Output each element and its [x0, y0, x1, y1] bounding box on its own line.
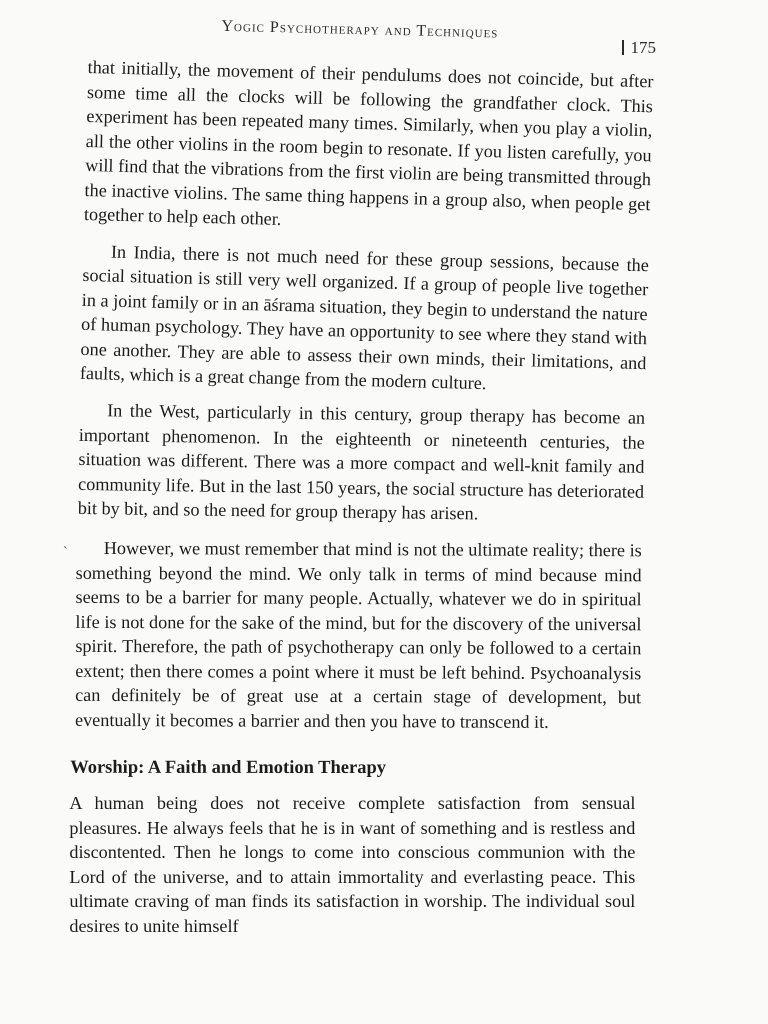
paragraph-3: In the West, particularly in this century, group therapy has become an important phenomenon. In the eighteenth or nineteenth centuries, the situation was different. There was a more compact and well-knit family and community life. But in the last 150 years, the social structure has deteriorated bit by bit, and so the need for group therapy has arisen. — [77, 399, 646, 523]
running-head: Yogic Psychotherapy and Techniques — [221, 17, 499, 42]
page-number — [622, 38, 657, 58]
body-text — [65, 55, 653, 964]
section-heading: Worship: A Faith and Emotion Therapy — [70, 757, 387, 779]
page-number-text: 175 — [630, 38, 656, 57]
section-paragraph: A human being does not receive complete satisfaction from sensual pleasures. He always feels that he is in want of something and is restless and discontented. Then he longs to come into conscious communion with the Lord of the universe, and to attain immortality and everlasting peace. This ultimate craving of man finds its satisfaction in worship. The individual soul desires to unite himself — [69, 792, 636, 935]
paragraph-1: that initially, the movement of their pendulums does not coincide, but after some time all the clocks will be following the grandfather clock. This experiment has been repeated many times. Similarly, when you play a violin, all the other violins in the room begin to resonate. If you listen carefully, you will find that the vibrations from the first violin are being transmitted through the inactive violins. The same thing happens in a group also, when people get together to help each other. — [83, 56, 654, 229]
folio-rule — [622, 40, 624, 55]
paragraph-4: However, we must remember that mind is not the ultimate reality; there is something beyond the mind. We only talk in terms of mind because mind seems to be a barrier for many people. Actually, whatever we do in spiritual life is not done for the sake of the mind, but for the discovery of the universal spirit. Therefore, the path of psychotherapy can only be followed to a certain extent; then there comes a point where it must be left behind. Psychoanalysis can definitely be of great use at a certain stage of development, but eventually it becomes a barrier and then you have to transcend it. — [74, 537, 642, 732]
margin-mark: ` — [63, 545, 68, 560]
paragraph-2: In India, there is not much need for these group sessions, because the social situation is still very well organized. If a group of people live together in a joint family or in an āśrama situation, they begin to understand the nature of human psychology. They have an opportunity to see where they stand with one another. They are able to assess their own minds, their limitations, and faults, which is a great change from the modern culture. — [79, 241, 650, 394]
